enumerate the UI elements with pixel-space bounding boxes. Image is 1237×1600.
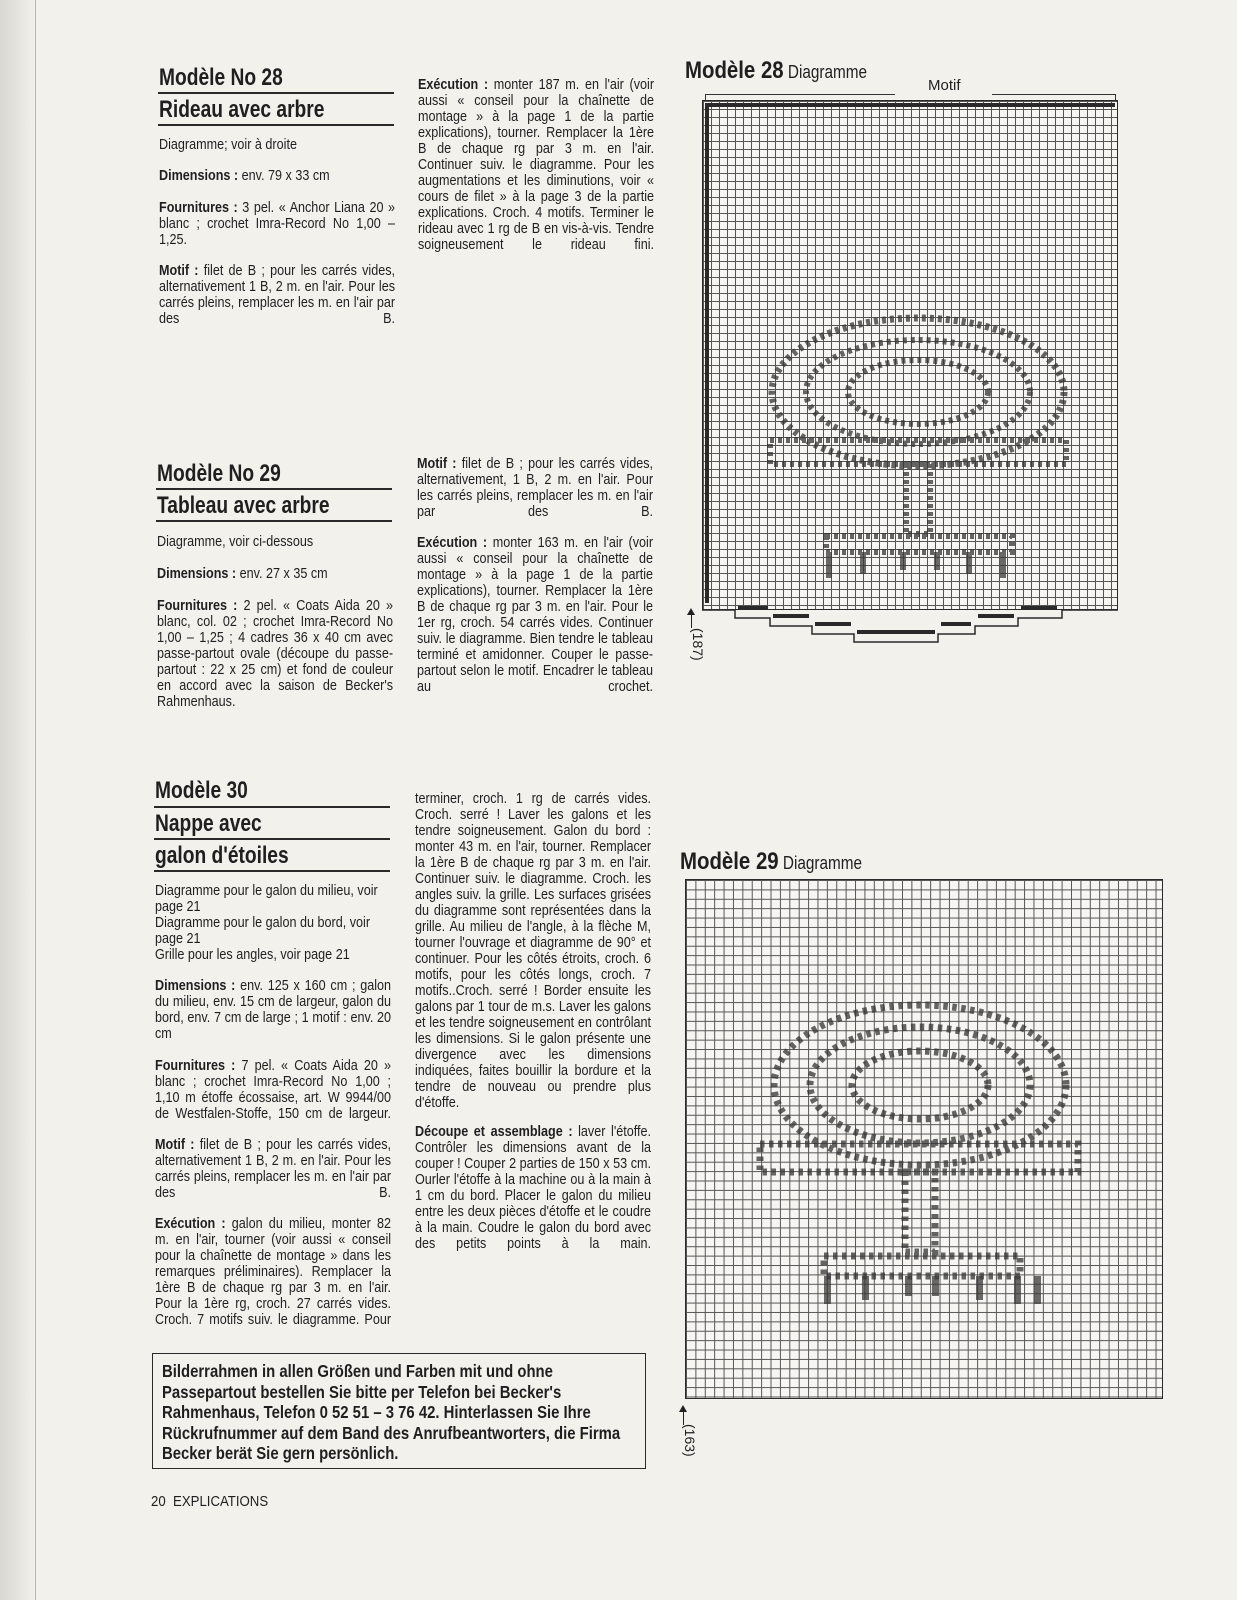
- m30-execution-continued: terminer, croch. 1 rg de carrés vides. Croch. serré ! Laver les galons et les tendre soigneusement. Galon du bord : monter 43 m. en l'air, tourner. Remplacer la 1ère B de chaque rg par 3 m. en l'air. Continuer suiv. le diagramme. Croch. les angles suiv. la grille. Les surfaces grisées du diagramme sont représentées dans la grille. Au milieu de l'angle, à la flèche M, tourner l'ouvrage et diagramme de 90° et continuer. Pour les côtés étroits, croch. 6 motifs, pour les côtés longs, croch. 7 motifs..Croch. serré ! Border ensuite les galons par 1 tour de m.s. Laver les galons et les tendre soigneusement en contrôlant les dimensions. Si le galon présente une divergence avec les dimensions indiquées, faites bouillir la bordure et la tendre de nouveau ou prendre plus d'étoffe.: [415, 790, 652, 1111]
- filet-diagram-28: [702, 100, 1118, 610]
- m30-fournitures: Fournitures : 7 pel. « Coats Aida 20 » blanc ; crochet Imra-Record No 1,00 ; 1,10 m étoffe écossaise, art. W 9944/00 de Westfalen-Stoffe, 150 cm de largeur.: [155, 1057, 392, 1122]
- m29-fournitures: Fournitures : 2 pel. « Coats Aida 20 » blanc, col. 02 ; crochet Imra-Record No 1,00 – 1,25 ; 4 cadres 36 x 40 cm avec passe-partout ovale (découpe du passe-partout : 22 x 25 cm) et fond de couleur en accord avec la saison de Becker's Rahmenhaus.: [157, 597, 394, 710]
- m30-diagram-ref-3: Grille pour les angles, voir page 21: [155, 946, 350, 963]
- m28-title-rule: [158, 92, 394, 94]
- diagram-29-title: Modèle 29 Diagramme: [680, 848, 862, 875]
- m30-subtitle-2: galon d'étoiles: [155, 842, 289, 869]
- page-binding-line: [35, 0, 36, 1600]
- m30-execution: Exécution : galon du milieu, monter 82 m. en l'air, tourner (voir aussi « conseil pour la chaînette de montage » dans les remarques préliminaires). Remplacer la 1ère B de chaque rg par 3 m. en l'air. Pour la 1ère rg, croch. 27 carrés vides. Croch. 7 motifs suiv. le diagramme. Pour: [155, 1215, 392, 1328]
- m28-execution: Exécution : monter 187 m. en l'air (voir aussi « conseil pour la chaînette de montage » à la page 1 de la partie explications), tourner. Remplacer la 1ère B de chaque rg par 3 m. en l'air. Continuer suiv. le diagramme. Pour les augmentations et les diminutions, voir « cours de filet » à la page 3 de la partie explications. Croch. 4 motifs. Terminer le rideau avec 1 rg de B en vis-à-vis. Tendre soigneusement le rideau fini.: [418, 76, 655, 253]
- m30-subtitle-2-rule: [154, 870, 390, 872]
- m28-motif: Motif : filet de B ; pour les carrés vides, alternativement 1 B, 2 m. en l'air. Pour les carrés pleins, remplacer les m. en l'air par des B.: [159, 262, 396, 327]
- motif-label: Motif: [928, 77, 961, 94]
- m28-subtitle: Rideau avec arbre: [159, 96, 325, 123]
- m29-diagram-ref: Diagramme, voir ci-dessous: [157, 533, 314, 550]
- m28-subtitle-rule: [158, 124, 394, 126]
- motif-bracket-left: [705, 94, 895, 95]
- m29-subtitle: Tableau avec arbre: [157, 492, 330, 519]
- m30-diagram-ref-1: Diagramme pour le galon du milieu, voir page 21: [155, 882, 378, 915]
- m30-title: Modèle 30: [155, 777, 248, 804]
- m28-dimensions: Dimensions : env. 79 x 33 cm: [159, 167, 330, 184]
- m29-execution: Exécution : monter 163 m. en l'air (voir aussi « conseil pour la chaînette de montage » à la page 1 de la partie explications), tourner. Remplacer la 1ère B de chaque rg par 3 m. en l'air. Pour le 1er rg, croch. 54 carrés vides. Continuer suiv. le diagramme. Bien tendre le tableau terminé et amidonner. Couper le passe-partout selon le motif. Encadrer le tableau au crochet.: [417, 534, 654, 695]
- m29-dimensions: Dimensions : env. 27 x 35 cm: [157, 565, 328, 582]
- section-name: EXPLICATIONS: [173, 1493, 269, 1510]
- m28-diagram-ref: Diagramme; voir à droite: [159, 136, 297, 153]
- diagram-28-row-arrow: [691, 614, 692, 628]
- diagram-29-row-arrow: [683, 1411, 684, 1425]
- m29-subtitle-rule: [156, 520, 392, 522]
- m28-title: Modèle No 28: [159, 64, 283, 91]
- m30-subtitle-1: Nappe avec: [155, 810, 262, 837]
- motif-bracket-right: [992, 94, 1116, 95]
- notice-text: Bilderrahmen in allen Größen und Farben mit und ohne Passepartout bestellen Sie bitte per Telefon bei Becker's Rahmenhaus, Telefon 0 52 51 – 3 76 42. Hinterlassen Sie Ihre Rückrufnummer auf dem Band des Anrufbeantworters, die Firma Becker berät Sie gern persönlich.: [162, 1361, 621, 1463]
- diagram-29-row-count: (163): [682, 1424, 698, 1457]
- m30-title-rule: [154, 806, 390, 808]
- page-binding-edge: [0, 0, 36, 1600]
- m29-motif: Motif : filet de B ; pour les carrés vides, alternativement, 1 B, 2 m. en l'air. Pour les carrés pleins, remplacer les m. en l'air par des B.: [417, 455, 654, 520]
- m30-decoupe: Découpe et assemblage : laver l'étoffe. Contrôler les dimensions avant de la couper ! Couper 2 parties de 150 x 53 cm. Ourler l'étoffe à la machine ou à la main à 1 cm du bord. Placer le galon du milieu entre les deux pièces d'étoffe et le coudre à la main. Coudre le galon du bord avec des petits points à la main.: [415, 1123, 652, 1252]
- diagram-28-scallops: [702, 610, 1118, 642]
- m30-dimensions: Dimensions : env. 125 x 160 cm ; galon du milieu, env. 15 cm de largeur, galon du bord, env. 7 cm de large ; 1 motif : env. 20 cm: [155, 977, 392, 1042]
- notice-box: [152, 1353, 646, 1469]
- filet-diagram-29: [685, 879, 1163, 1399]
- m30-subtitle-1-rule: [154, 838, 390, 840]
- m30-motif: Motif : filet de B ; pour les carrés vides, alternativement 1 B, 2 m. en l'air. Pour les carrés pleins, remplacer les m. en l'air par des B.: [155, 1136, 392, 1201]
- m30-diagram-ref-2: Diagramme pour le galon du bord, voir page 21: [155, 914, 371, 947]
- page-footer: [151, 1493, 268, 1510]
- m29-title-rule: [156, 488, 392, 490]
- page-number: 20: [151, 1493, 166, 1510]
- m29-title: Modèle No 29: [157, 460, 281, 487]
- m28-fournitures: Fournitures : 3 pel. « Anchor Liana 20 » blanc ; crochet Imra-Record No 1,00 – 1,25.: [159, 199, 396, 248]
- diagram-28-row-count: (187): [690, 628, 706, 661]
- diagram-28-title: Modèle 28 Diagramme: [685, 57, 867, 84]
